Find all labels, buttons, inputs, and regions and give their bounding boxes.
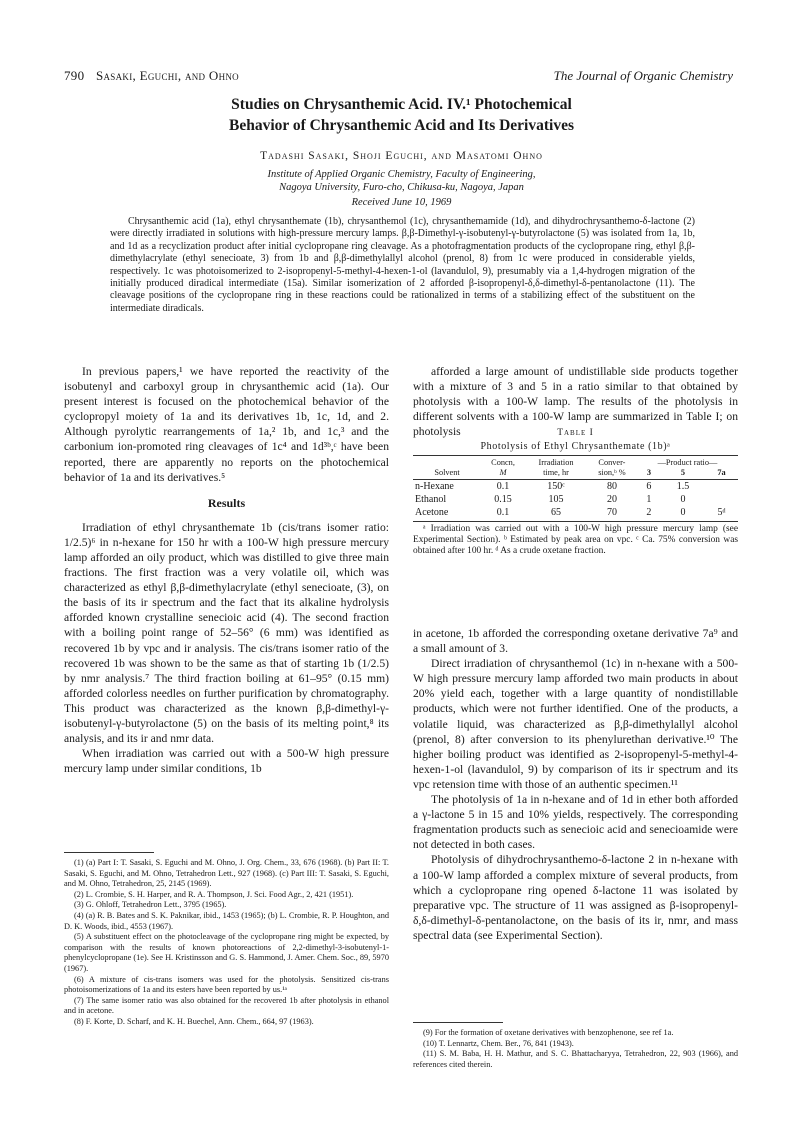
footnote-6: (6) A mixture of cis-trans isomers was used for the photolysis. Sensitized cis-trans photoisomerizations of 1a and its esters have been reported by us.¹ᵃ [64,974,389,995]
affiliation [64,168,739,194]
footnote-4: (4) (a) R. B. Bates and S. K. Paknikar, ibid., 1453 (1965); (b) L. Crombie, R. P. Houghton, and D. K. Woods, ibid., 4553 (1967). [64,910,389,931]
footnote-7: (7) The same isomer ratio was also obtained for the recovered 1b after photolysis in ethanol and in acetone. [64,995,389,1016]
table-1 [413,428,738,558]
table-top-rule [413,455,738,456]
cell-p5: 1.5 [676,481,690,492]
affiliation-line-2: Nagoya University, Furo-cho, Chikusa-ku, Nagoya, Japan [279,182,524,193]
article-title [64,94,739,136]
col-p5-h: 5 [680,467,686,477]
table-caption: Photolysis of Ethyl Chrysanthemate (1b)ᵃ [480,441,671,452]
journal-name: The Journal of Organic Chemistry [553,68,733,83]
footnote-11: (11) S. M. Baba, H. H. Mathur, and S. C. Bhattacharyya, Tetrahedron, 22, 903 (1966), and references cited therein. [413,1049,738,1069]
footnote-8: (8) F. Korte, D. Scharf, and K. H. Buechel, Ann. Chem., 664, 97 (1963). [74,1016,314,1026]
cell-solvent: n-Hexane [415,481,454,492]
cell-time: 105 [548,494,564,505]
right-paragraph-2: in acetone, 1b afforded the corresponding oxetane derivative 7a⁹ and a small amount of 3. [413,627,738,656]
cell-p5: 0 [680,494,686,505]
footnote-rule [64,852,154,853]
title-line-1: Studies on Chrysanthemic Acid. IV.¹ Photochemical [231,96,572,113]
cell-solvent: Acetone [415,507,449,518]
footnote-1: (1) (a) Part I: T. Sasaki, S. Eguchi and M. Ohno, J. Org. Chem., 33, 676 (1968). (b) Part II: T. Sasaki, S. Eguchi, and M. Ohno, Tetrahedron Lett., 927 (1968). (c) Part III: T. Sasaki, S. Eguchi, and M. Ohno, Tetrahedron, 25, 2145 (1969). [64,858,389,889]
col-time-h2: time, hr [543,467,569,477]
col-time-h1: Irradiation [538,458,574,467]
title-line-2: Behavior of Chrysanthemic Acid and Its Derivatives [228,117,574,134]
footnote-2: (2) L. Crombie, S. H. Harper, and R. A. Thompson, J. Sci. Food Agr., 2, 421 (1951). [74,889,354,899]
cell-p7a [705,493,738,506]
table-label: Table I [557,428,594,438]
running-header-left [64,68,239,84]
table-row [413,480,738,493]
cell-conversion: 20 [606,494,617,505]
cell-conc: 0.1 [496,481,510,492]
cell-p3: 6 [646,481,652,492]
footnote-10: (10) T. Lennartz, Chem. Ber., 76, 841 (1943). [423,1038,574,1048]
cell-p7a: 5ᵈ [717,507,726,518]
right-paragraph-1: afforded a large amount of undistillable side products together with a mixture of 3 and 5 in a ratio similar to that obtained by photolysis with a 100-W lamp. The results of the photolysis in different solvents with a 100-W lamp are summarized in Table I; on photolysis [413,365,738,439]
cell-p7a [705,480,738,493]
cell-p3: 2 [646,507,652,518]
cell-conc: 0.15 [494,494,512,505]
footnote-rule [413,1022,503,1023]
left-footnotes [64,852,389,1028]
results-paragraph-2: When irradiation was carried out with a 500-W high pressure mercury lamp under similar conditions, 1b [64,747,389,776]
results-heading: Results [207,495,246,510]
author-list: Tadashi Sasaki, Shoji Eguchi, and Masatomi Ohno [260,150,543,162]
table-row [413,506,738,519]
table-footnotes: ᵃ Irradiation was carried out with a 100-W high pressure mercury lamp (see Experimental Section). ᵇ Estimated by peak area on vpc. ᶜ Ca. 75% conversion was obtained after 100 hr. ᵈ As a crude oxetane fraction. [413,524,738,557]
table-header-row-1 [413,458,738,468]
table-grid [413,458,738,519]
cell-p3: 1 [646,494,652,505]
col-conc-h1: Concn, [491,458,515,467]
col-conv-h1: Conver- [598,458,626,467]
affiliation-line-1: Institute of Applied Organic Chemistry, Faculty of Engineering, [267,169,536,180]
results-paragraph-1: Irradiation of ethyl chrysanthemate 1b (cis/trans isomer ratio: 1/2.5)⁶ in n-hexane for 150 hr with a 100-W high pressure mercury lamp afforded an oily product, which was distilled to give three main fractions. The first fraction was a very volatile oil, which was characterized as ethyl β,β-dimethylacrylate (ethyl senecioate, (3), on the basis of its ir spectrum and the fact that its alkaline hydrolysis afforded known crystalline senecioic acid (4). The second fraction with a boiling point range of 52–56° (6 mm) was identified as recovered 1b by vpc and ir analysis. The cis/trans isomer ratio of the recovered 1b was shown to be the same as that of starting 1b (1/2.5) by nmr analysis.⁷ The third fraction boiling at 61–95° (0.15 mm) afforded colorless needles on further purification by chromatography. This product was characterized as the known β,β-dimethyl-γ-isobutenyl-γ-butyrolactone (5) on the basis of its melting point,⁸ its analysis, and its ir and nmr data. [64,520,389,746]
cell-time: 65 [551,507,562,518]
left-column [64,364,389,776]
cell-p5: 0 [680,507,686,518]
cell-conversion: 70 [606,507,617,518]
col-solvent-h: Solvent [434,467,460,477]
col-conc-h2: M [499,467,507,477]
right-paragraph-3: Direct irradiation of chrysanthemol (1c) in n-hexane with a 500-W high pressure mercury lamp afforded two main products in about 20% yield each, together with a large quantity of nondistillable products, which were not further identified. One of the products, a volatile liquid, was characterized as β,β-dimethylallyl alcohol (prenol, 8) after conversion to its phenylurethan derivative.¹⁰ The higher boiling product was identified as 2-isopropenyl-5-methyl-4-hexen-1-ol (lavandulol, 9) by comparison of its ir spectrum and its vpc retension time with those of an authentic specimen.¹¹ [413,657,738,791]
right-paragraph-5: Photolysis of dihydrochrysanthemo-δ-lactone 2 in n-hexane with a 100-W lamp afforded a complex mixture of several products, from which a cyclopropane ring opened δ-lactone 11 was isolated by preparative vpc. The structure of 11 was assigned as β-isopropenyl-δ,δ-dimethyl-δ-pentanolactone, on the basis of its ir, nmr, and mass spectral data (see Experimental Section). [413,853,738,942]
right-column-body [413,626,738,943]
right-paragraph-4: The photolysis of 1a in n-hexane and of 1d in ether both afforded a γ-lactone 5 in 15 and 10% yields, respectively. The corresponding fragmentation products such as senecioic acid and senecioamide were not detected in both cases. [413,793,738,852]
cell-conversion: 80 [606,481,617,492]
table-row [413,493,738,506]
col-conv-h2: sion,ᵇ % [598,467,626,477]
footnote-5: (5) A substituent effect on the photocleavage of the cyclopropane ring might be expected, by comparison with the results of known photoreactions of 2,2-dimethyl-3-isobutenyl-1-phenylcyclopropane (1e). See H. Kristinsson and G. S. Hammond, J. Amer. Chem. Soc., 89, 5970 (1967). [64,932,389,973]
right-footnotes [413,1022,738,1070]
col-ratio-group: —Product ratio— [657,458,718,467]
footnote-3: (3) G. Ohloff, Tetrahedron Lett., 3795 (1965). [74,900,227,910]
cell-time: 150ᶜ [547,481,565,492]
col-p7a-h: 7a [717,467,726,477]
cell-solvent: Ethanol [415,494,447,505]
running-authors: Sasaki, Eguchi, and Ohno [95,68,239,83]
page-number: 790 [64,68,85,83]
table-header-row-2 [413,468,738,478]
footnote-9: (9) For the formation of oxetane derivatives with benzophenone, see ref 1a. [423,1028,674,1037]
received-date: Received June 10, 1969 [351,197,452,208]
intro-paragraph: In previous papers,¹ we have reported the reactivity of the isobutenyl and carboxyl group in chrysanthemic acid (1a). Our present interest is focused on the photochemical behavior of the cyclopropyl moiety of 1a and its derivatives 1b, 1c, 1d, and 2. Although pyrolytic rearrangements of 1a,² 1b, and 1c,³ and the carbonium ion-promoted ring cleavages of 1c⁴ and 1d³ᵇ,ᶜ have been reported, there are apparently no reports on the photochemical behavior of 1a and its derivatives.⁵ [64,365,389,484]
table-bottom-rule [413,521,738,522]
col-p3-h: 3 [646,467,651,477]
abstract: Chrysanthemic acid (1a), ethyl chrysanthemate (1b), chrysanthemol (1c), chrysanthemamide (1d), and dihydrochrysanthemo-δ-lactone (2) were directly irradiated in solutions with high-pressure mercury lamps. β,β-Dimethyl-γ-isobutenyl-γ-butyrolactone (5) was isolated from 1a, 1b, and 1d as a recyclization product after initial cyclopropane ring cleavage. As a photofragmentation products of the cyclopropane ring, ethyl β,β-dimethylacrylate (ethyl senecioate, 3) from 1b and β,β-dimethylallyl alcohol (prenol, 8) from 1c were produced in considerable yields, respectively. 1c was photoisomerized to 2-isopropenyl-5-methyl-4-hexen-1-ol (lavandulol, 9), presumably via a 1,4-hydrogen migration of the initially produced diradical intermediate (15a). Similar isomerization of 2 afforded β-isopropenyl-δ,δ-dimethyl-δ-pentanolactone (11). The cleavage positions of the cyclopropane ring in these reactions could be rationalized in terms of a stabilizing effect of the substituent on the intermediate diradicals. [110,216,695,314]
cell-conc: 0.1 [496,507,510,518]
